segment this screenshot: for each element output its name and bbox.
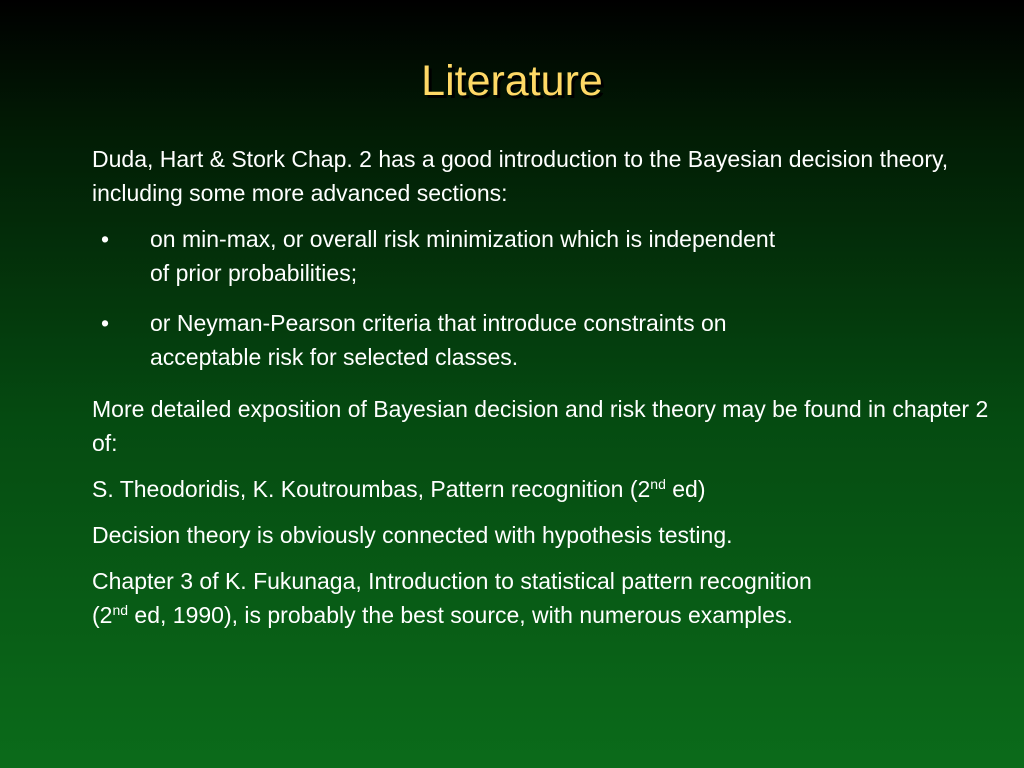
bullet-text-line1: or Neyman-Pearson criteria that introduce constraints on	[150, 310, 727, 336]
reference-text: S. Theodoridis, K. Koutroumbas, Pattern recognition (2	[92, 476, 651, 502]
bullet-text-line2: acceptable risk for selected classes.	[150, 344, 519, 370]
reference-fukunaga	[92, 564, 992, 632]
bullet-icon: •	[101, 226, 110, 252]
detail-paragraph: More detailed exposition of Bayesian decision and risk theory may be found in chapter 2 of:	[92, 396, 989, 456]
slide-title: Literature	[421, 57, 603, 105]
bullet-icon: •	[101, 310, 110, 336]
superscript: nd	[650, 476, 666, 492]
bullet-text-line2: of prior probabilities;	[150, 260, 358, 286]
bullet-list	[92, 222, 992, 374]
intro-paragraph: Duda, Hart & Stork Chap. 2 has a good introduction to the Bayesian decision theory, including some more advanced sections:	[92, 146, 949, 206]
bullet-item-minmax	[92, 222, 992, 290]
reference-theodoridis	[92, 472, 992, 506]
hypothesis-paragraph: Decision theory is obviously connected with hypothesis testing.	[92, 522, 733, 548]
reference-line1: Chapter 3 of K. Fukunaga, Introduction to statistical pattern recognition	[92, 568, 812, 594]
reference-rest: ed, 1990), is probably the best source, with numerous examples.	[128, 602, 793, 628]
bullet-item-neyman-pearson	[92, 306, 992, 374]
reference-open: (2	[92, 602, 113, 628]
slide-content	[92, 142, 992, 644]
reference-text-end: ed)	[665, 476, 706, 502]
bullet-text-line1: on min-max, or overall risk minimization which is independent	[150, 226, 776, 252]
superscript: nd	[112, 602, 129, 618]
